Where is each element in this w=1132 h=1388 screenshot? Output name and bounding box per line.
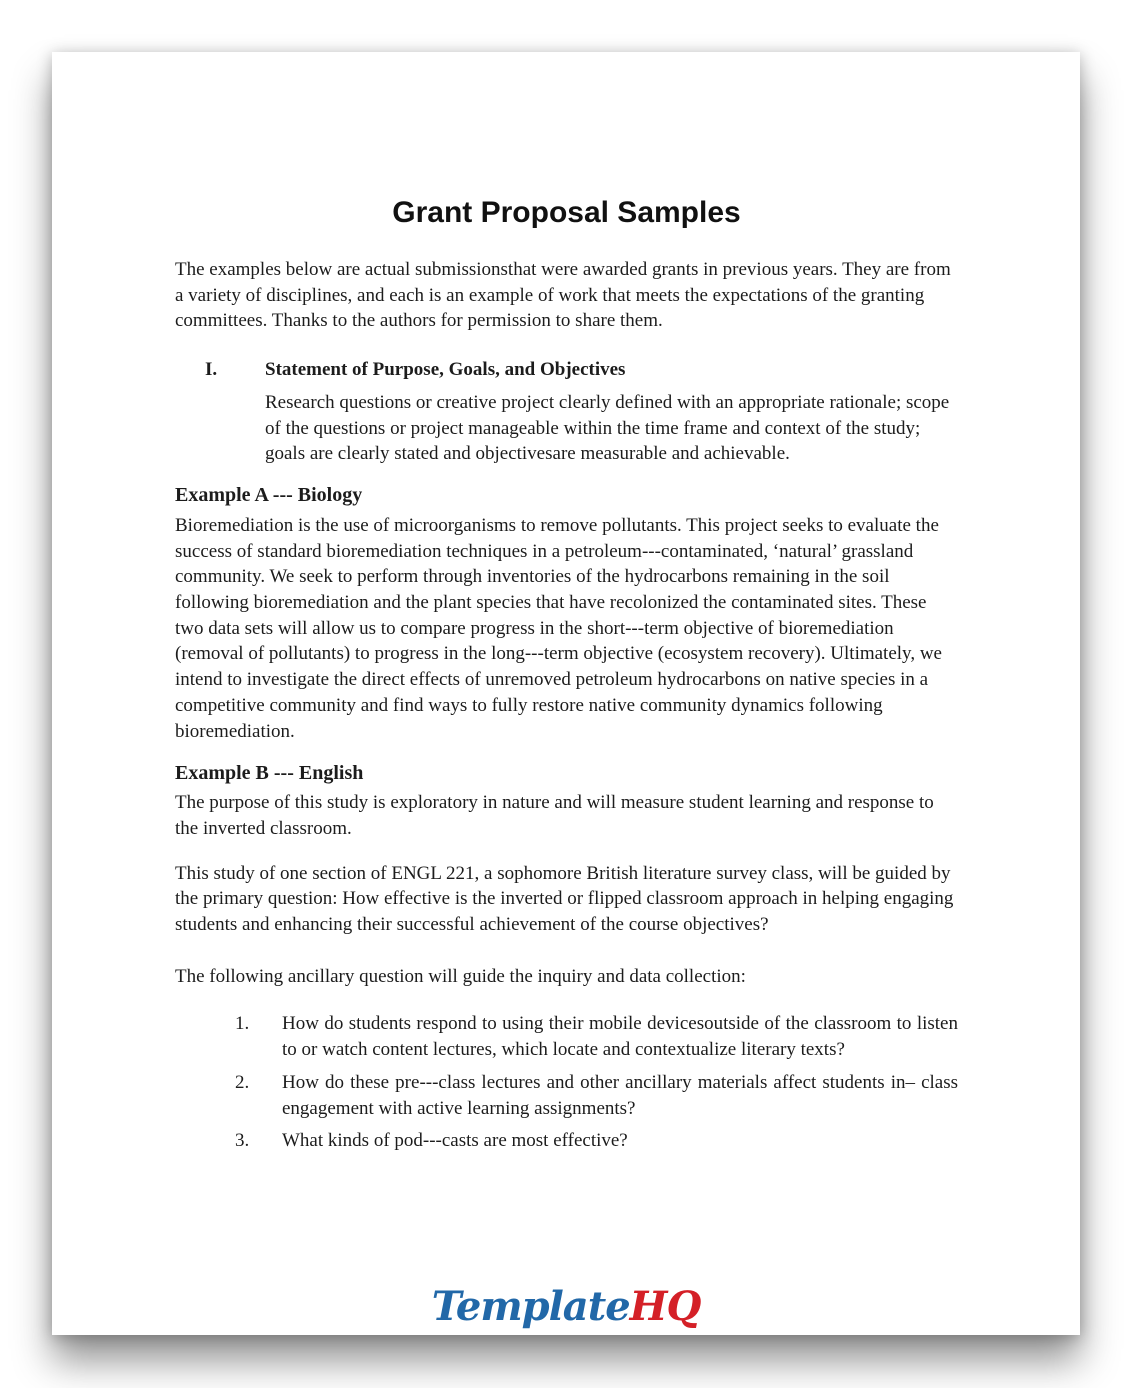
- section-1-heading-row: [175, 357, 958, 383]
- logo-hq-text: HQ: [629, 1283, 701, 1330]
- logo-template-text: Template: [431, 1283, 630, 1330]
- list-item-text: How do students respond to using their mobile devicesoutside of the classroom to listen to or watch content lectures, which locate and contextualize literary texts?: [282, 1013, 958, 1061]
- list-item: [175, 1128, 958, 1154]
- section-1-title: Statement of Purpose, Goals, and Objectives: [265, 359, 626, 381]
- list-item: [175, 1070, 958, 1121]
- list-item-text: What kinds of pod---casts are most effective?: [282, 1130, 628, 1152]
- section-1-body: Research questions or creative project clearly defined with an appropriate rationale; scope of the questions or project manageable within the time frame and context of the study; goals are clearly stated and objectivesare measurable and achievable.: [265, 391, 950, 465]
- list-item: [175, 1011, 958, 1062]
- page-title: Grant Proposal Samples: [392, 196, 741, 229]
- list-item-number: 1.: [235, 1013, 250, 1035]
- example-b-paragraph-2: This study of one section of ENGL 221, a sophomore British literature survey class, will be guided by the primary question: How effective is the inverted or flipped classroom approach in helping engaging students and enhancing their successful achievement of the course objectives?: [175, 862, 954, 936]
- example-b-heading: Example B --- English: [175, 762, 364, 785]
- list-item-number: 3.: [235, 1130, 250, 1152]
- templatehq-logo: [52, 1283, 1080, 1330]
- example-b-paragraph-3: The following ancillary question will guide the inquiry and data collection:: [175, 965, 746, 987]
- example-b-paragraph-1: The purpose of this study is exploratory in nature and will measure student learning and response to the inverted classroom.: [175, 792, 934, 839]
- list-item-text: How do these pre---class lectures and other ancillary materials affect students in– class engagement with active learning assignments?: [282, 1071, 958, 1119]
- document-page: [52, 52, 1080, 1335]
- section-1-numeral: I.: [205, 359, 218, 381]
- ancillary-question-list: [175, 1011, 958, 1154]
- example-a-body: Bioremediation is the use of microorganisms to remove pollutants. This project seeks to evaluate the success of standard bioremediation techniques in a petroleum---contaminated, ‘natural’ grassland community. We seek to perform through inventories of the hydrocarbons remaining in the soil following bioremediation and the plant species that have recolonized the contaminated sites. These two data sets will allow us to compare progress in the short---term objective of bioremediation (removal of pollutants) to progress in the long---term objective (ecosystem recovery). Ultimately, we intend to investigate the direct effects of unremoved petroleum hydrocarbons on native species in a competitive community and find ways to fully restore native community dynamics following bioremediation.: [175, 514, 942, 742]
- example-a-heading: Example A --- Biology: [175, 483, 363, 506]
- list-item-number: 2.: [235, 1071, 250, 1093]
- intro-paragraph: The examples below are actual submissionsthat were awarded grants in previous years. They are from a variety of disciplines, and each is an example of work that meets the expectations of the granting committees. Thanks to the authors for permission to share them.: [175, 259, 951, 332]
